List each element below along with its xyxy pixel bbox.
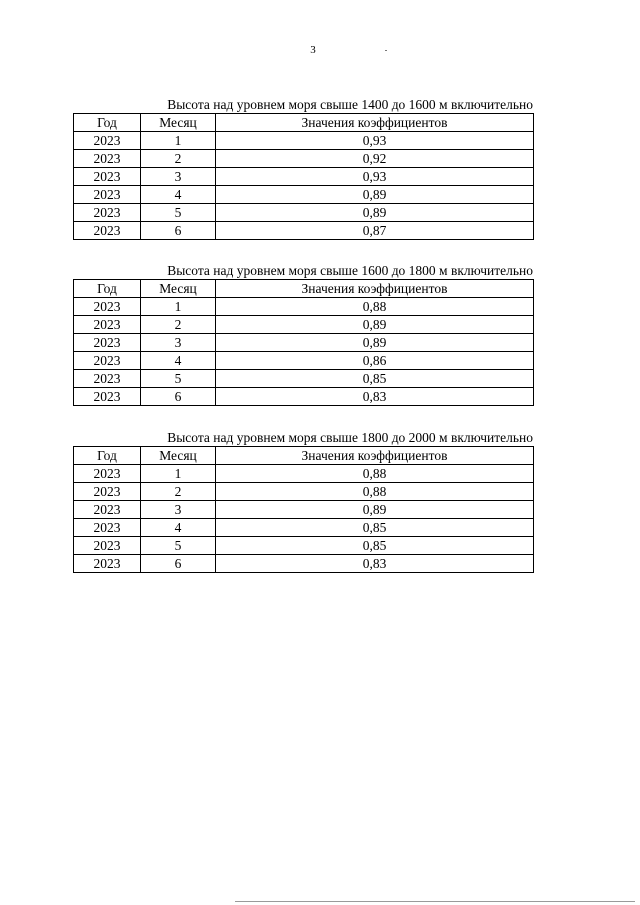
table-row <box>74 204 534 222</box>
cell-month: 2 <box>141 316 216 334</box>
table-row <box>74 298 534 316</box>
table-row <box>74 388 534 406</box>
scan-edge-line <box>235 901 635 902</box>
cell-year: 2023 <box>74 334 141 352</box>
cell-month: 2 <box>141 150 216 168</box>
cell-value: 0,89 <box>216 204 534 222</box>
page-number: 3 <box>310 44 316 56</box>
cell-month: 4 <box>141 186 216 204</box>
coefficient-table <box>73 446 534 573</box>
cell-year: 2023 <box>74 186 141 204</box>
table-header-row <box>74 114 534 132</box>
table-row <box>74 132 534 150</box>
cell-value: 0,89 <box>216 186 534 204</box>
cell-value: 0,89 <box>216 316 534 334</box>
column-header-month: Месяц <box>141 114 216 132</box>
table-row <box>74 370 534 388</box>
cell-value: 0,88 <box>216 465 534 483</box>
cell-year: 2023 <box>74 150 141 168</box>
table-row <box>74 352 534 370</box>
cell-value: 0,83 <box>216 555 534 573</box>
coefficient-section-1600-1800 <box>73 262 533 406</box>
table-row <box>74 555 534 573</box>
section-title: Высота над уровнем моря свыше 1600 до 1800 м включительно <box>167 263 533 278</box>
table-row <box>74 465 534 483</box>
table-row <box>74 316 534 334</box>
table-row <box>74 222 534 240</box>
cell-month: 6 <box>141 222 216 240</box>
cell-year: 2023 <box>74 298 141 316</box>
cell-month: 1 <box>141 465 216 483</box>
table-row <box>74 150 534 168</box>
cell-month: 3 <box>141 168 216 186</box>
coefficient-section-1400-1600 <box>73 96 533 240</box>
cell-value: 0,88 <box>216 483 534 501</box>
cell-year: 2023 <box>74 168 141 186</box>
cell-year: 2023 <box>74 519 141 537</box>
cell-value: 0,86 <box>216 352 534 370</box>
cell-value: 0,83 <box>216 388 534 406</box>
cell-month: 4 <box>141 519 216 537</box>
cell-year: 2023 <box>74 370 141 388</box>
section-title: Высота над уровнем моря свыше 1400 до 1600 м включительно <box>167 97 533 112</box>
coefficient-table <box>73 279 534 406</box>
table-header-row <box>74 447 534 465</box>
cell-year: 2023 <box>74 465 141 483</box>
table-row <box>74 537 534 555</box>
scan-speck <box>385 50 387 51</box>
cell-year: 2023 <box>74 316 141 334</box>
table-header-row <box>74 280 534 298</box>
cell-year: 2023 <box>74 555 141 573</box>
cell-month: 6 <box>141 388 216 406</box>
cell-month: 4 <box>141 352 216 370</box>
cell-year: 2023 <box>74 483 141 501</box>
column-header-year: Год <box>74 114 141 132</box>
column-header-year: Год <box>74 447 141 465</box>
cell-value: 0,88 <box>216 298 534 316</box>
table-row <box>74 168 534 186</box>
cell-year: 2023 <box>74 204 141 222</box>
column-header-value: Значения коэффициентов <box>216 280 534 298</box>
cell-year: 2023 <box>74 132 141 150</box>
cell-value: 0,93 <box>216 168 534 186</box>
cell-value: 0,85 <box>216 537 534 555</box>
cell-month: 5 <box>141 370 216 388</box>
table-row <box>74 483 534 501</box>
column-header-month: Месяц <box>141 280 216 298</box>
cell-year: 2023 <box>74 352 141 370</box>
cell-month: 5 <box>141 537 216 555</box>
cell-year: 2023 <box>74 222 141 240</box>
cell-month: 6 <box>141 555 216 573</box>
cell-value: 0,85 <box>216 370 534 388</box>
cell-year: 2023 <box>74 537 141 555</box>
cell-year: 2023 <box>74 388 141 406</box>
column-header-month: Месяц <box>141 447 216 465</box>
column-header-year: Год <box>74 280 141 298</box>
table-row <box>74 334 534 352</box>
cell-month: 1 <box>141 132 216 150</box>
column-header-value: Значения коэффициентов <box>216 447 534 465</box>
cell-month: 5 <box>141 204 216 222</box>
coefficient-section-1800-2000 <box>73 429 533 573</box>
cell-month: 2 <box>141 483 216 501</box>
cell-month: 3 <box>141 334 216 352</box>
cell-value: 0,92 <box>216 150 534 168</box>
column-header-value: Значения коэффициентов <box>216 114 534 132</box>
cell-month: 3 <box>141 501 216 519</box>
table-row <box>74 519 534 537</box>
table-row <box>74 501 534 519</box>
table-row <box>74 186 534 204</box>
cell-value: 0,85 <box>216 519 534 537</box>
cell-value: 0,93 <box>216 132 534 150</box>
section-title: Высота над уровнем моря свыше 1800 до 2000 м включительно <box>167 430 533 445</box>
cell-year: 2023 <box>74 501 141 519</box>
cell-value: 0,87 <box>216 222 534 240</box>
cell-value: 0,89 <box>216 501 534 519</box>
cell-value: 0,89 <box>216 334 534 352</box>
cell-month: 1 <box>141 298 216 316</box>
coefficient-table <box>73 113 534 240</box>
